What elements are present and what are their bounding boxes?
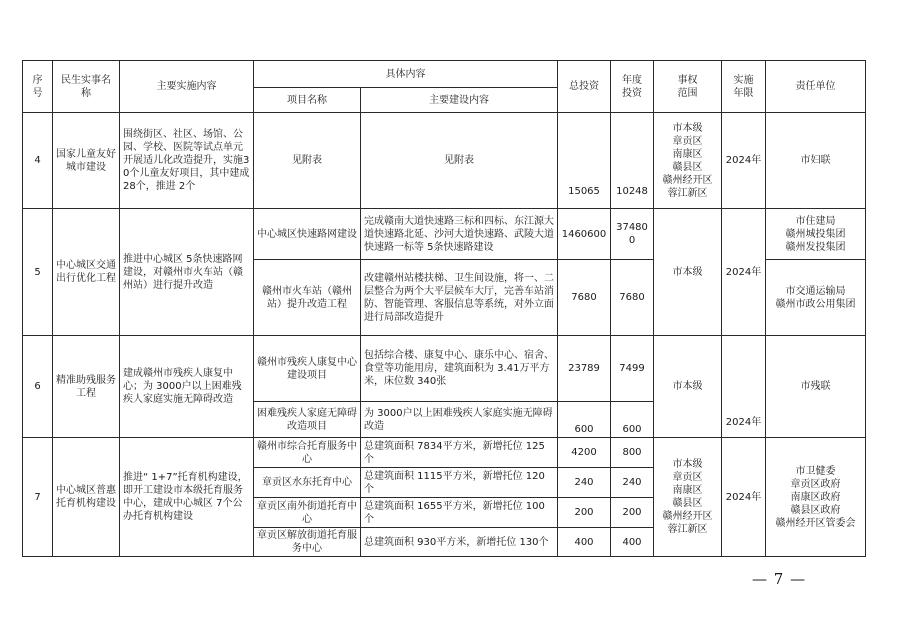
table-row xyxy=(23,113,866,209)
row-authority: 市本级 xyxy=(654,209,722,336)
row-construction-detail: 包括综合楼、康复中心、康乐中心、宿舍、食堂等功能用房，建筑面积为 3.41万平方米，床位数 340张 xyxy=(361,336,558,402)
row-annual-investment: 400 xyxy=(611,528,654,557)
row-authority: 市本级 章贡区 南康区 赣县区 赣州经开区 蓉江新区 xyxy=(654,438,722,557)
row-project-name: 精准助残服务工程 xyxy=(53,336,120,438)
row-seq: 4 xyxy=(23,113,53,209)
header-total-investment: 总投资 xyxy=(558,61,611,113)
row-total-investment: 23789 xyxy=(558,336,611,402)
header-main-construction: 主要建设内容 xyxy=(361,88,558,113)
row-total-investment: 4200 xyxy=(558,438,611,468)
row-item-name: 赣州市残疾人康复中心建设项目 xyxy=(254,336,361,402)
row-seq: 7 xyxy=(23,438,53,557)
header-responsible: 责任单位 xyxy=(766,61,866,113)
row-construction-detail: 总建筑面积 7834平方米，新增托位 125个 xyxy=(361,438,558,468)
row-period: 2024年 xyxy=(722,113,766,209)
row-construction-detail: 总建筑面积 1655平方米，新增托位 100个 xyxy=(361,498,558,528)
header-item-name: 项目名称 xyxy=(254,88,361,113)
row-total-investment: 240 xyxy=(558,468,611,498)
table-row xyxy=(23,336,866,402)
row-annual-investment: 240 xyxy=(611,468,654,498)
row-responsible: 市住建局 赣州城投集团 赣州发投集团 xyxy=(766,209,866,260)
header-seq: 序 号 xyxy=(23,61,53,113)
row-total-investment: 15065 xyxy=(558,113,611,209)
row-construction-detail: 为 3000户以上困难残疾人家庭实施无障碍改造 xyxy=(361,402,558,438)
row-annual-investment: 600 xyxy=(611,402,654,438)
row-responsible: 市妇联 xyxy=(766,113,866,209)
header-annual-investment: 年度 投资 xyxy=(611,61,654,113)
row-total-investment: 600 xyxy=(558,402,611,438)
header-period: 实施 年限 xyxy=(722,61,766,113)
row-period: 2024年 xyxy=(722,336,766,438)
livelihood-projects-table xyxy=(22,60,866,557)
row-annual-investment: 800 xyxy=(611,438,654,468)
row-annual-investment: 374800 xyxy=(611,209,654,260)
page-number: — 7 — xyxy=(752,570,807,588)
row-item-name: 中心城区快速路网建设 xyxy=(254,209,361,260)
row-responsible: 市交通运输局 赣州市政公用集团 xyxy=(766,260,866,336)
row-main-content: 推进中心城区 5条快速路网建设，对赣州市火车站（赣州站）进行提升改造 xyxy=(120,209,254,336)
row-annual-investment: 7499 xyxy=(611,336,654,402)
row-annual-investment: 200 xyxy=(611,498,654,528)
row-construction-detail: 见附表 xyxy=(361,113,558,209)
row-main-content: 围绕街区、社区、场馆、公园、学校、医院等试点单元开展适儿化改造提升，实施30个儿童友好项目，其中建成 28个，推进 2个 xyxy=(120,113,254,209)
header-specific-content: 具体内容 xyxy=(254,61,558,88)
row-item-name: 困难残疾人家庭无障碍改造项目 xyxy=(254,402,361,438)
row-authority: 市本级 章贡区 南康区 赣县区 赣州经开区 蓉江新区 xyxy=(654,113,722,209)
row-construction-detail: 总建筑面积 930平方米，新增托位 130个 xyxy=(361,528,558,557)
row-project-name: 国家儿童友好城市建设 xyxy=(53,113,120,209)
row-period: 2024年 xyxy=(722,438,766,557)
row-item-name: 赣州市综合托育服务中心 xyxy=(254,438,361,468)
row-item-name: 章贡区水东托育中心 xyxy=(254,468,361,498)
row-main-content: 建成赣州市残疾人康复中心；为 3000户以上困难残疾人家庭实施无障碍改造 xyxy=(120,336,254,438)
row-item-name: 章贡区解放街道托育服务中心 xyxy=(254,528,361,557)
row-project-name: 中心城区普惠托育机构建设 xyxy=(53,438,120,557)
row-construction-detail: 改建赣州站楼扶梯、卫生间设施，将一、二层整合为两个大平层候车大厅，完善车站消防、智能管理、客服信息等系统，对外立面进行局部改造提升 xyxy=(361,260,558,336)
row-seq: 5 xyxy=(23,209,53,336)
row-responsible: 市残联 xyxy=(766,336,866,438)
row-item-name: 赣州市火车站（赣州站）提升改造工程 xyxy=(254,260,361,336)
table-row xyxy=(23,209,866,260)
header-project-name: 民生实事名 称 xyxy=(53,61,120,113)
row-construction-detail: 完成赣南大道快速路三标和四标、东江源大道快速路北延、沙河大道快速路、武陵大道快速路一标等 5条快速路建设 xyxy=(361,209,558,260)
row-responsible: 市卫健委 章贡区政府 南康区政府 赣县区政府 赣州经开区管委会 xyxy=(766,438,866,557)
header-authority: 事权 范围 xyxy=(654,61,722,113)
row-total-investment: 7680 xyxy=(558,260,611,336)
row-period: 2024年 xyxy=(722,209,766,336)
row-seq: 6 xyxy=(23,336,53,438)
row-project-name: 中心城区交通出行优化工程 xyxy=(53,209,120,336)
row-annual-investment: 7680 xyxy=(611,260,654,336)
row-total-investment: 1460600 xyxy=(558,209,611,260)
row-construction-detail: 总建筑面积 1115平方米，新增托位 120个 xyxy=(361,468,558,498)
row-main-content: 推进“ 1+7”托育机构建设，即开工建设市本级托育服务中心，建成中心城区 7个公办托育机构建设 xyxy=(120,438,254,557)
row-item-name: 见附表 xyxy=(254,113,361,209)
row-annual-investment: 10248 xyxy=(611,113,654,209)
header-main-content: 主要实施内容 xyxy=(120,61,254,113)
table-row xyxy=(23,438,866,468)
row-total-investment: 400 xyxy=(558,528,611,557)
row-item-name: 章贡区南外街道托育中心 xyxy=(254,498,361,528)
row-total-investment: 200 xyxy=(558,498,611,528)
row-authority: 市本级 xyxy=(654,336,722,438)
